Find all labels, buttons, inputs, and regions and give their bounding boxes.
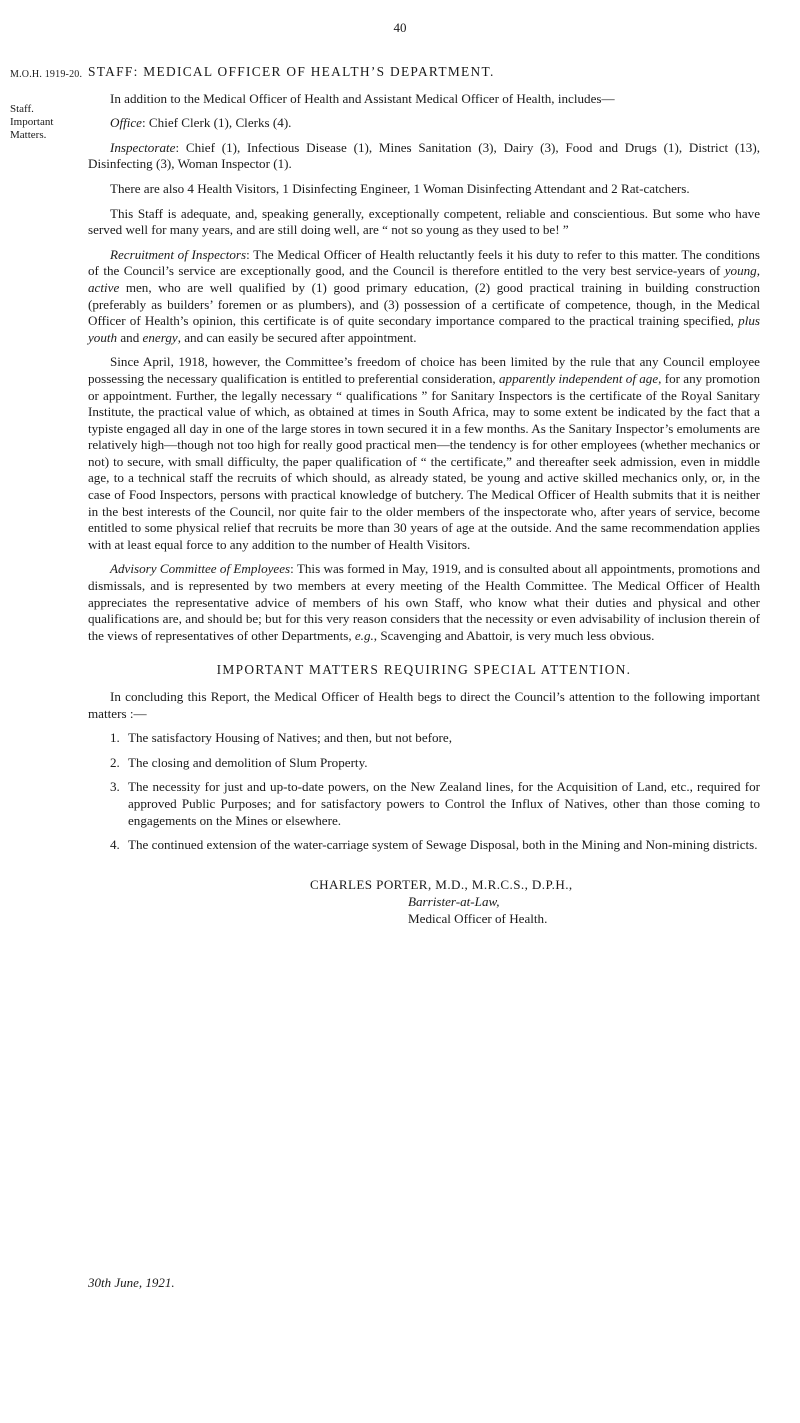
advisory-paragraph [88,561,760,644]
since-paragraph [88,354,760,553]
important-intro: In concluding this Report, the Medical Officer of Health begs to direct the Council’s attention to the following important matters :— [88,689,760,721]
recruitment-paragraph [88,247,760,347]
margin-report-ref: M.O.H. 1919-20. [10,69,83,80]
recruitment-lead: Recruitment of Inspectors [110,246,247,262]
important-heading: IMPORTANT MATTERS REQUIRING SPECIAL ATTENTION. [216,662,632,678]
list-item-text: The satisfactory Housing of Natives; and then, but not before, [128,730,452,746]
recruitment-emph-3: energy [142,329,178,345]
since-text-1: Since April, 1918, however, the Committee’s freedom of choice has been limited by the rule that any Council employee possessing the necessary qualification is entitled to preferential consideration, [88,354,760,386]
since-emph-1: apparently independent of age [498,370,659,386]
signature-title-1: Barrister-at-Law, [408,893,500,909]
advisory-emph-1: e.g. [354,627,374,643]
margin-note-staff: Staff. [10,103,34,115]
margin-notes [10,103,53,142]
list-item-text: The continued extension of the water-carriage system of Sewage Disposal, both in the Mining and Non-mining districts. [128,837,758,853]
recruitment-text-3: and [117,329,143,345]
margin-note-matters: Matters. [10,129,47,141]
office-text: : Chief Clerk (1), Clerks (4). [142,115,292,131]
also-paragraph: There are also 4 Health Visitors, 1 Disinfecting Engineer, 1 Woman Disinfecting Attendant and 2 Rat-catchers. [110,180,690,196]
recruitment-emph-1: young, active [88,263,760,295]
since-text-2: , for any promotion or appointment. Further, the legally necessary “ qualifications ” for Sanitary Inspectors is the certificate of the Royal Sanitary Institute, the practical value of which, as obtained at times in South Africa, may to some extent be indicated by the fact that a typiste engaged all day in one of the large stores in town secured it in a few months. As the Sanitary Inspector’s emoluments are relatively high—though not too high for really good practical men—the tendency is for other employees (whether mechanics or not) to secure, with small difficulty, the paper qualification of “ the certificate,” and thereafter seek admission, even in middle age, to a technical staff the recruits of which should, as already stated, be young and active skilled mechanics only, or, in the case of Food Inspectors, persons with practical knowledge of butchery. The Medical Officer of Health submits that it is neither in the best interests of the Council, nor quite fair to the older members of the inspectorate who, after years of service, become entitled to some physical relief that recruits be more than 30 years of age at the outside. And the same recommendation applies with at least equal force to any addition to the number of Health Visitors. [88,370,761,552]
advisory-text-1: : This was formed in May, 1919, and is consulted about all appointments, promotions and dismissals, and is represented by two members at every meeting of the Health Committee. The Medical Officer of Health appreciates the representative advice of members of his own Staff, who know what their duties and physical and other qualifications are, and should be; but for this very reason considers that the necessity or even advisability of inclusion therein of the views of representatives of other Departments, [88,561,760,643]
advisory-text-2: , Scavenging and Abattoir, is very much less obvious. [373,627,655,643]
adequate-paragraph: This Staff is adequate, and, speaking generally, exceptionally competent, reliable and conscientious. But some who have served well for many years, and are still doing well, are “ not so young as they used to be! ” [88,205,760,238]
page-number: 40 [393,20,407,35]
office-paragraph [88,115,760,132]
list-item-text: The closing and demolition of Slum Property. [128,754,368,770]
recruitment-text-2: men, who are well qualified by (1) good primary education, (2) good practical training in building construction (preferably as builders’ foremen or as plumbers), and (3) possession of a certificate of competence, though, in the Medical Officer of Health’s opinion, this certificate is of quite secondary importance compared to the practical training specified, [88,279,760,329]
signature-date: 30th June, 1921. [88,1275,175,1290]
list-item [110,755,760,772]
document-body [88,64,760,927]
inspectorate-lead: Inspectorate [110,139,176,155]
list-item-number: 4. [110,837,120,853]
list-item-text: The necessity for just and up-to-date powers, on the New Zealand lines, for the Acquisition of Land, etc., required for approved Public Purposes; and for satisfactory powers to Control the Influx of Natives, other than those coming to engagements on the Mines or elsewhere. [128,779,760,828]
list-item-number: 2. [110,754,120,770]
office-lead: Office [110,115,142,131]
staff-intro: In addition to the Medical Officer of Health and Assistant Medical Officer of Health, includes— [110,90,615,106]
signature-name: CHARLES PORTER, M.D., M.R.C.S., D.P.H., [310,876,573,892]
recruitment-emph-2: plus youth [88,313,760,345]
inspectorate-paragraph [88,140,760,173]
list-item [110,837,760,854]
list-item-number: 1. [110,730,120,746]
signature-block [88,876,760,927]
recruitment-text-1: : The Medical Officer of Health reluctantly feels it his duty to refer to this matter. The conditions of the Council’s service are exceptionally good, and the Council is therefore entitled to the very best service-years of [88,246,760,279]
recruitment-text-4: , and can easily be secured after appointment. [177,329,417,345]
advisory-lead: Advisory Committee of Employees [110,561,291,577]
margin-note-important: Important [10,116,54,128]
list-item [110,730,760,747]
important-list [88,730,760,854]
list-item [110,779,760,829]
list-item-number: 3. [110,779,120,795]
staff-heading: STAFF: MEDICAL OFFICER OF HEALTH’S DEPARTMENT. [88,64,495,79]
inspectorate-text: : Chief (1), Infectious Disease (1), Mines Sanitation (3), Dairy (3), Food and Drugs (1), District (13), Disinfecting (3), Woman Inspector (1). [88,139,760,172]
signature-title-2: Medical Officer of Health. [408,910,548,926]
